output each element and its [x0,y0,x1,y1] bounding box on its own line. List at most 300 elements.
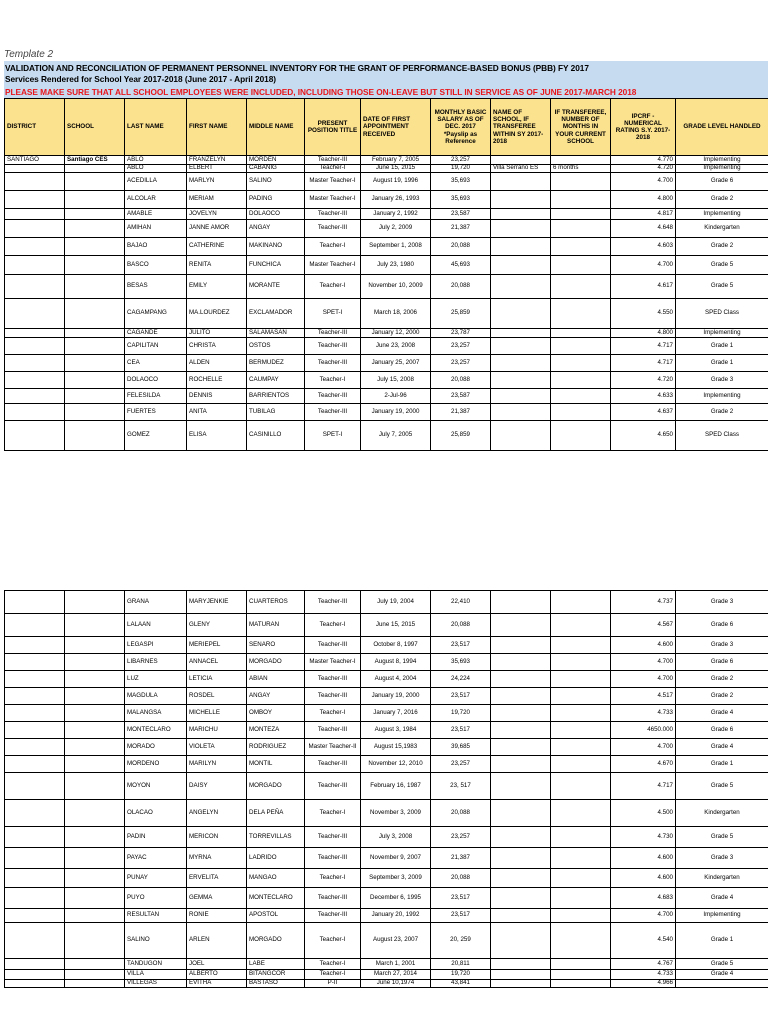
table-cell [5,800,65,827]
table-cell [551,637,611,654]
table-cell: MA.LOURDEZ [187,299,247,329]
table-cell [65,671,125,688]
table-cell: MYRNA [187,848,247,869]
table-cell: Grade 4 [676,705,768,722]
table-cell: Teacher-III [305,156,361,165]
table-row [5,739,768,756]
table-cell: 4.800 [611,329,676,338]
table-cell [491,827,551,848]
table-cell [551,688,611,705]
table-cell: Implementing [676,329,768,338]
table-cell [65,756,125,773]
table-cell [5,827,65,848]
table-cell [65,800,125,827]
table-cell: SPED Class [676,421,768,451]
table-cell [65,275,125,299]
table-cell [65,705,125,722]
table-cell: Grade 5 [676,827,768,848]
table-cell [5,739,65,756]
table-cell [65,338,125,355]
table-cell [491,191,551,209]
table-cell: January 25, 2007 [361,355,431,372]
table-cell [551,404,611,421]
table-cell [65,404,125,421]
table-cell: 23,517 [431,637,491,654]
table-cell: 4.683 [611,888,676,909]
table-cell [65,220,125,238]
table-cell: 4650.000 [611,722,676,739]
table-cell: 25,859 [431,299,491,329]
table-cell: 4.700 [611,909,676,923]
table-cell: Teacher-III [305,773,361,800]
table-cell: BERMUDEZ [247,355,305,372]
table-row [5,173,768,191]
table-cell: Grade 2 [676,688,768,705]
table-cell [491,256,551,275]
table-cell: EMILY [187,275,247,299]
table-cell: Grade 1 [676,355,768,372]
table-cell: RESULTAN [125,909,187,923]
table-row [5,888,768,909]
table-cell: CAGANDE [125,329,187,338]
header-transfer-months: IF TRANSFEREE, NUMBER OF MONTHS IN YOUR CURRENT SCHOOL [551,99,611,156]
table-row [5,165,768,173]
table-cell [491,404,551,421]
table-cell: MERICON [187,827,247,848]
table-cell: SPET-I [305,299,361,329]
table-cell [65,173,125,191]
table-cell: BAJAO [125,238,187,256]
table-cell: 23,517 [431,688,491,705]
table-cell: August 4, 2004 [361,671,431,688]
table-cell: Grade 5 [676,959,768,970]
table-row [5,591,768,614]
table-row [5,800,768,827]
table-row [5,756,768,773]
header-district: DISTRICT [5,99,65,156]
table-cell [5,923,65,959]
table-cell: September 3, 2009 [361,869,431,888]
table-cell [551,591,611,614]
table-cell: Grade 5 [676,773,768,800]
table-cell: July 7, 2005 [361,421,431,451]
table-cell [551,980,611,988]
table-cell: ARLEN [187,923,247,959]
table-cell: ALDEN [187,355,247,372]
table-cell [551,909,611,923]
table-cell: VILLEGAS [125,980,187,988]
table-cell [65,980,125,988]
table-cell: ELBERT [187,165,247,173]
table-cell: MORADO [125,739,187,756]
table-cell: MARICHU [187,722,247,739]
table-cell: 23,787 [431,329,491,338]
table-cell: Teacher-III [305,909,361,923]
table-cell [65,299,125,329]
table-cell: 23,517 [431,888,491,909]
table-cell: ERVELITA [187,869,247,888]
table-cell [491,372,551,389]
table-cell [491,238,551,256]
table-cell: CAGAMPANG [125,299,187,329]
table-cell: EXCLAMADOR [247,299,305,329]
table-cell [551,959,611,970]
table-cell: Implementing [676,909,768,923]
table-cell [551,722,611,739]
table-cell: ANGAY [247,220,305,238]
table-cell: Teacher-III [305,389,361,404]
table-cell [5,372,65,389]
table-cell: Teacher-III [305,722,361,739]
table-cell [551,827,611,848]
table-cell [551,421,611,451]
table-cell: November 3, 2009 [361,800,431,827]
table-cell [491,338,551,355]
table-cell: GEMMA [187,888,247,909]
table-cell: 35,693 [431,191,491,209]
table-cell: 4.717 [611,355,676,372]
table-cell: MAKINANO [247,238,305,256]
table-cell: Teacher-I [305,970,361,980]
table-cell: Teacher-I [305,372,361,389]
table-cell: 23,257 [431,355,491,372]
table-cell [65,722,125,739]
table-cell: Grade 3 [676,591,768,614]
table-cell: Teacher-I [305,614,361,637]
table-cell [65,869,125,888]
table-cell: PADING [247,191,305,209]
table-cell [5,869,65,888]
table-cell: CHRISTA [187,338,247,355]
table-cell: MALANGSA [125,705,187,722]
table-cell [65,637,125,654]
table-cell: August 23, 2007 [361,923,431,959]
table-cell: January 19, 2000 [361,404,431,421]
table-row [5,848,768,869]
table-cell [551,773,611,800]
table-cell [65,909,125,923]
table-cell: DELA PEÑA [247,800,305,827]
table-cell: Teacher-I [305,923,361,959]
table-cell: MORGADO [247,923,305,959]
table-cell: Teacher-III [305,756,361,773]
table-cell: Master Teacher-II [305,739,361,756]
table-cell: 4.550 [611,299,676,329]
table-cell: JOEL [187,959,247,970]
table-cell [5,614,65,637]
table-cell: BARRIENTOS [247,389,305,404]
table-cell: 23,257 [431,338,491,355]
table-cell: 4.648 [611,220,676,238]
table-cell: Kindergarten [676,800,768,827]
table-cell [491,739,551,756]
table-row [5,355,768,372]
table-row [5,275,768,299]
table-cell [491,888,551,909]
table-cell: PAYAC [125,848,187,869]
table-cell [5,888,65,909]
table-cell: ANGAY [247,688,305,705]
table-cell: Master Teacher-I [305,191,361,209]
table-row [5,156,768,165]
header-ipcrf-rating: IPCRF - NUMERICAL RATING S.Y. 2017-2018 [611,99,676,156]
table-cell: 4.600 [611,848,676,869]
table-cell: Teacher-III [305,827,361,848]
table-cell: FUNCHICA [247,256,305,275]
table-cell [491,848,551,869]
table-cell: 4.737 [611,591,676,614]
table-cell: 24,224 [431,671,491,688]
table-cell: 4.720 [611,165,676,173]
table-cell [5,421,65,451]
table-cell [5,671,65,688]
table-cell: 35,693 [431,173,491,191]
table-cell [491,923,551,959]
header-salary: MONTHLY BASIC SALARY AS OF DEC. 2017 *Payslip as Reference [431,99,491,156]
table-cell: VILLA [125,970,187,980]
table-cell: ROCHELLE [187,372,247,389]
table-cell: GOMEZ [125,421,187,451]
table-cell: 4.633 [611,389,676,404]
table-cell [65,191,125,209]
table-cell: July 15, 2008 [361,372,431,389]
table-cell: January 20, 1992 [361,909,431,923]
table-cell: LEGASPI [125,637,187,654]
table-cell: Teacher-I [305,275,361,299]
table-cell: LETICIA [187,671,247,688]
table-cell: 4.500 [611,800,676,827]
table-row [5,637,768,654]
table-cell: SENARO [247,637,305,654]
table-cell: MONTECLARO [247,888,305,909]
table-cell: 45,693 [431,256,491,275]
table-row [5,421,768,451]
report-warning: PLEASE MAKE SURE THAT ALL SCHOOL EMPLOYEES WERE INCLUDED, INCLUDING THOSE ON-LEAVE BUT STILL IN SERVICE AS OF JUNE 2017-MARCH 2018 [5,87,637,97]
table-cell [5,688,65,705]
table-cell [551,970,611,980]
table-cell: 4.700 [611,173,676,191]
table-cell: Teacher-I [305,959,361,970]
table-cell [5,389,65,404]
table-cell: March 18, 2006 [361,299,431,329]
table-cell: 4.717 [611,338,676,355]
table-cell: January 7, 2016 [361,705,431,722]
report-title: VALIDATION AND RECONCILIATION OF PERMANENT PERSONNEL INVENTORY FOR THE GRANT OF PERFORMANCE-BASED BONUS (PBB) FY 2017 [5,63,589,73]
table-cell [551,329,611,338]
table-cell: Master Teacher-I [305,173,361,191]
table-cell: 4.650 [611,421,676,451]
table-cell: July 3, 2008 [361,827,431,848]
table-cell [5,220,65,238]
table-cell: FUERTES [125,404,187,421]
table-cell [65,238,125,256]
table-cell: August 3, 1984 [361,722,431,739]
table-cell: MONTEZA [247,722,305,739]
table-cell: DAISY [187,773,247,800]
table-cell: LALAAN [125,614,187,637]
table-cell [5,654,65,671]
table-cell: December 6, 1995 [361,888,431,909]
table-cell: 4.700 [611,739,676,756]
table-cell: 22,410 [431,591,491,614]
table-cell: ABLO [125,156,187,165]
header-appointment-date: DATE OF FIRST APPOINTMENT RECEIVED [361,99,431,156]
table-cell [5,591,65,614]
table-cell [551,869,611,888]
table-cell [491,421,551,451]
table-cell: BESAS [125,275,187,299]
table-cell: 21,387 [431,404,491,421]
table-cell: MOYON [125,773,187,800]
table-cell: ROSDEL [187,688,247,705]
table-cell [491,156,551,165]
table-cell: Implementing [676,209,768,220]
table-cell: June 15, 2015 [361,614,431,637]
table-cell: 4.670 [611,756,676,773]
table-cell [5,329,65,338]
table-cell: 4.700 [611,654,676,671]
table-cell: MORDEN [247,156,305,165]
table-cell: 4.767 [611,959,676,970]
header-last-name: LAST NAME [125,99,187,156]
template-label: Template 2 [4,49,54,60]
table-row [5,338,768,355]
table-cell: ALBERTO [187,970,247,980]
table-cell: 4.700 [611,671,676,688]
table-row [5,970,768,980]
table-cell: TUBILAG [247,404,305,421]
table-cell: 23,257 [431,156,491,165]
table-cell: LADRIDO [247,848,305,869]
table-cell [65,923,125,959]
table-cell: 25,859 [431,421,491,451]
table-cell: 4.733 [611,705,676,722]
table-cell [551,671,611,688]
table-cell [491,220,551,238]
table-cell: Grade 1 [676,923,768,959]
table-cell: Teacher-III [305,637,361,654]
table-cell: BASCO [125,256,187,275]
table-cell: Teacher-I [305,869,361,888]
table-cell [551,299,611,329]
table-cell: RONIE [187,909,247,923]
table-cell: 20,088 [431,372,491,389]
table-cell: CAPILITAN [125,338,187,355]
table-cell: Teacher-III [305,338,361,355]
table-cell [491,800,551,827]
table-cell [491,329,551,338]
header-first-name: FIRST NAME [187,99,247,156]
table-cell: Teacher-III [305,329,361,338]
header-row [5,99,768,156]
table-cell: BASTASO [247,980,305,988]
table-row [5,980,768,988]
table-cell [551,756,611,773]
table-cell: October 8, 1997 [361,637,431,654]
table-cell: TANDUGON [125,959,187,970]
table-cell: MATURAN [247,614,305,637]
table-cell: Master Teacher-I [305,654,361,671]
table-cell [65,614,125,637]
table-cell: Teacher-III [305,404,361,421]
table-cell: 4.720 [611,372,676,389]
table-cell: LIBARNES [125,654,187,671]
table-cell: July 23, 1980 [361,256,431,275]
table-cell: ANITA [187,404,247,421]
table-cell [5,338,65,355]
table-cell: DOLAOCO [247,209,305,220]
table-cell: MARILYN [187,756,247,773]
table-cell [65,591,125,614]
table-cell: AMIHAN [125,220,187,238]
table-cell [5,773,65,800]
table-cell [5,722,65,739]
table-cell [491,299,551,329]
table-cell [491,591,551,614]
table-cell: Grade 3 [676,848,768,869]
table-row [5,909,768,923]
table-cell: 4.730 [611,827,676,848]
table-cell: 20,088 [431,614,491,637]
table-cell: MICHELLE [187,705,247,722]
title-banner [4,61,768,98]
table-cell: FRANZELYN [187,156,247,165]
table-cell: SPET-I [305,421,361,451]
table-cell: February 16, 1987 [361,773,431,800]
table-cell [5,209,65,220]
header-position: PRESENT POSITION TITLE [305,99,361,156]
table-cell: OSTOS [247,338,305,355]
table-row [5,959,768,970]
table-cell: Grade 3 [676,637,768,654]
table-cell: MARYJENKIE [187,591,247,614]
table-cell [65,688,125,705]
table-cell: Grade 6 [676,654,768,671]
table-cell: TORREVILLAS [247,827,305,848]
table-cell: February 7, 2005 [361,156,431,165]
table-row [5,688,768,705]
table-cell [491,869,551,888]
table-cell [5,705,65,722]
table-cell [551,800,611,827]
table-cell: June 23, 2008 [361,338,431,355]
table-cell: Teacher-III [305,591,361,614]
table-cell: SALINO [247,173,305,191]
table-cell: MONTIL [247,756,305,773]
table-cell: Grade 5 [676,256,768,275]
table-cell: Teacher-I [305,165,361,173]
table-cell: MERIAM [187,191,247,209]
table-cell [5,404,65,421]
table-cell [491,688,551,705]
table-cell [65,372,125,389]
table-cell: Grade 2 [676,238,768,256]
table-cell: BITANGCOR [247,970,305,980]
table-cell [65,739,125,756]
table-cell: 4.733 [611,970,676,980]
table-cell [491,173,551,191]
header-middle-name: MIDDLE NAME [247,99,305,156]
table-cell [551,654,611,671]
table-cell: Teacher-III [305,671,361,688]
table-cell [551,923,611,959]
table-cell: MERIEPEL [187,637,247,654]
table-cell [491,637,551,654]
table-cell [491,389,551,404]
table-cell: SALAMASAN [247,329,305,338]
table-cell: GRANA [125,591,187,614]
table-cell: Grade 4 [676,888,768,909]
